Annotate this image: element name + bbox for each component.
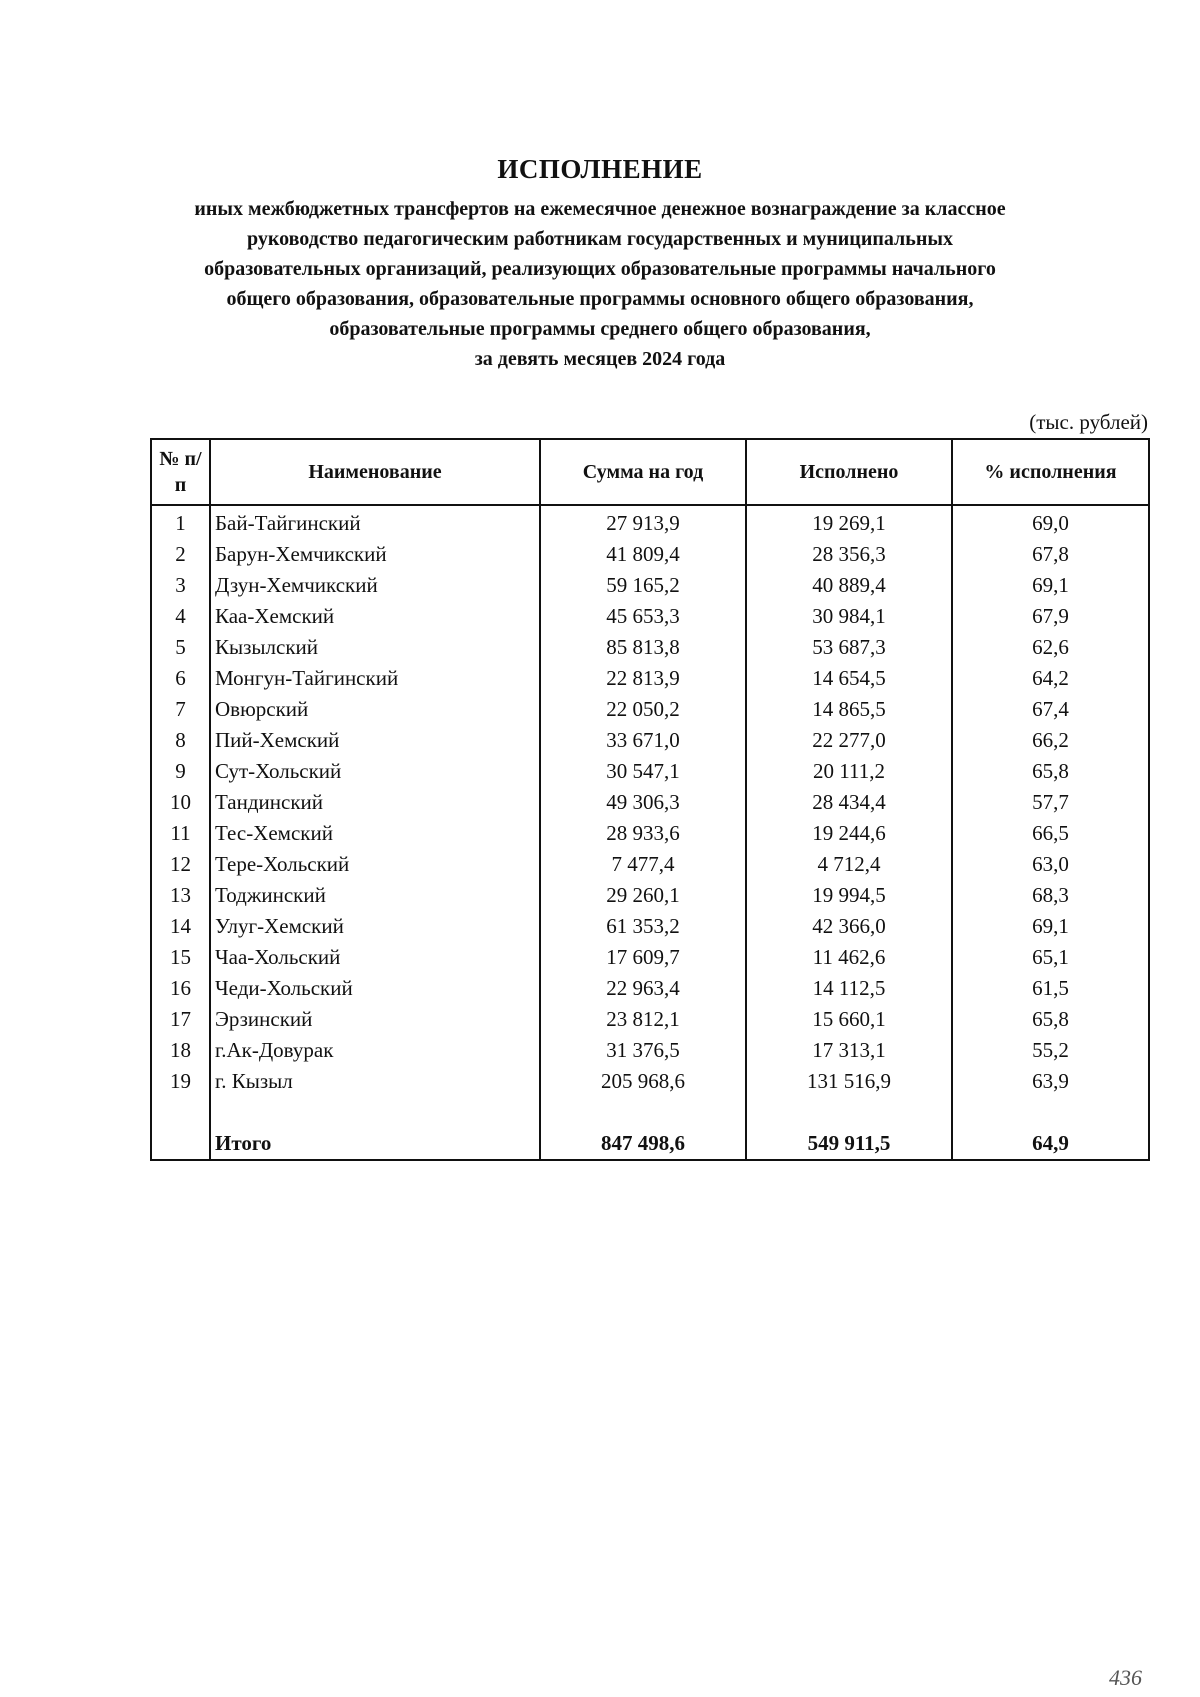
row-executed: 19 994,5 <box>746 880 952 911</box>
row-executed: 17 313,1 <box>746 1035 952 1066</box>
row-name: Сут-Хольский <box>210 756 540 787</box>
row-percent: 55,2 <box>952 1035 1149 1066</box>
row-plan: 17 609,7 <box>540 942 746 973</box>
row-num: 7 <box>151 694 210 725</box>
row-executed: 28 356,3 <box>746 539 952 570</box>
row-name: Чаа-Хольский <box>210 942 540 973</box>
row-name: Кызылский <box>210 632 540 663</box>
row-name: Бай-Тайгинский <box>210 505 540 539</box>
table-row <box>151 539 1149 570</box>
row-executed: 11 462,6 <box>746 942 952 973</box>
row-percent: 69,1 <box>952 570 1149 601</box>
table-row <box>151 787 1149 818</box>
table-row <box>151 632 1149 663</box>
row-plan: 49 306,3 <box>540 787 746 818</box>
row-num: 14 <box>151 911 210 942</box>
table-row <box>151 1004 1149 1035</box>
row-name: Тандинский <box>210 787 540 818</box>
subtitle-line: общего образования, образовательные программы основного общего образования, <box>226 288 974 310</box>
row-plan: 27 913,9 <box>540 505 746 539</box>
table-row <box>151 756 1149 787</box>
row-name: Барун-Хемчикский <box>210 539 540 570</box>
row-executed: 14 865,5 <box>746 694 952 725</box>
row-executed: 131 516,9 <box>746 1066 952 1097</box>
row-num: 9 <box>151 756 210 787</box>
row-name: Пий-Хемский <box>210 725 540 756</box>
row-num: 19 <box>151 1066 210 1097</box>
row-executed: 4 712,4 <box>746 849 952 880</box>
row-plan: 41 809,4 <box>540 539 746 570</box>
header-executed: Исполнено <box>746 439 952 505</box>
subtitle-line: образовательные программы среднего общего образования, <box>329 318 871 340</box>
header-num: № п/п <box>151 439 210 505</box>
row-percent: 65,8 <box>952 756 1149 787</box>
row-num: 4 <box>151 601 210 632</box>
row-percent: 65,1 <box>952 942 1149 973</box>
row-percent: 61,5 <box>952 973 1149 1004</box>
row-plan: 22 813,9 <box>540 663 746 694</box>
row-percent: 67,9 <box>952 601 1149 632</box>
row-num: 11 <box>151 818 210 849</box>
table-header-row <box>151 439 1149 505</box>
total-label: Итого <box>210 1128 540 1160</box>
row-plan: 22 963,4 <box>540 973 746 1004</box>
row-plan: 61 353,2 <box>540 911 746 942</box>
row-name: Улуг-Хемский <box>210 911 540 942</box>
row-num: 16 <box>151 973 210 1004</box>
row-percent: 63,0 <box>952 849 1149 880</box>
subtitle-line: за девять месяцев 2024 года <box>474 348 726 370</box>
header-percent: % исполнения <box>952 439 1149 505</box>
row-name: Тоджинский <box>210 880 540 911</box>
table-row <box>151 942 1149 973</box>
table-row <box>151 880 1149 911</box>
row-name: Дзун-Хемчикский <box>210 570 540 601</box>
row-executed: 14 112,5 <box>746 973 952 1004</box>
document-title: ИСПОЛНЕНИЕ <box>497 154 703 184</box>
row-num: 18 <box>151 1035 210 1066</box>
table-row <box>151 601 1149 632</box>
row-plan: 29 260,1 <box>540 880 746 911</box>
table-row <box>151 911 1149 942</box>
table-row <box>151 973 1149 1004</box>
row-percent: 57,7 <box>952 787 1149 818</box>
table-row <box>151 505 1149 539</box>
subtitle-line: образовательных организаций, реализующих образовательные программы начального <box>204 258 996 280</box>
row-num: 15 <box>151 942 210 973</box>
table-row <box>151 818 1149 849</box>
row-percent: 67,8 <box>952 539 1149 570</box>
row-plan: 23 812,1 <box>540 1004 746 1035</box>
table-row <box>151 849 1149 880</box>
row-percent: 68,3 <box>952 880 1149 911</box>
row-plan: 59 165,2 <box>540 570 746 601</box>
total-percent: 64,9 <box>952 1128 1149 1160</box>
row-num: 13 <box>151 880 210 911</box>
row-num: 5 <box>151 632 210 663</box>
row-name: Тере-Хольский <box>210 849 540 880</box>
row-num: 3 <box>151 570 210 601</box>
row-executed: 19 269,1 <box>746 505 952 539</box>
row-num: 6 <box>151 663 210 694</box>
row-plan: 31 376,5 <box>540 1035 746 1066</box>
header-plan: Сумма на год <box>540 439 746 505</box>
row-percent: 67,4 <box>952 694 1149 725</box>
table-row <box>151 725 1149 756</box>
row-num: 8 <box>151 725 210 756</box>
row-percent: 66,2 <box>952 725 1149 756</box>
row-executed: 28 434,4 <box>746 787 952 818</box>
row-name: Монгун-Тайгинский <box>210 663 540 694</box>
table-row <box>151 694 1149 725</box>
spacer-row <box>151 1097 1149 1128</box>
row-percent: 62,6 <box>952 632 1149 663</box>
row-executed: 30 984,1 <box>746 601 952 632</box>
row-percent: 69,1 <box>952 911 1149 942</box>
row-executed: 42 366,0 <box>746 911 952 942</box>
total-executed: 549 911,5 <box>746 1128 952 1160</box>
row-executed: 15 660,1 <box>746 1004 952 1035</box>
row-percent: 64,2 <box>952 663 1149 694</box>
row-name: Тес-Хемский <box>210 818 540 849</box>
row-name: Чеди-Хольский <box>210 973 540 1004</box>
row-num: 12 <box>151 849 210 880</box>
row-num: 1 <box>151 505 210 539</box>
row-num: 2 <box>151 539 210 570</box>
row-num: 17 <box>151 1004 210 1035</box>
row-plan: 85 813,8 <box>540 632 746 663</box>
subtitle-line: иных межбюджетных трансфертов на ежемесячное денежное вознаграждение за классное <box>194 198 1006 220</box>
row-percent: 65,8 <box>952 1004 1149 1035</box>
row-plan: 22 050,2 <box>540 694 746 725</box>
row-plan: 205 968,6 <box>540 1066 746 1097</box>
row-plan: 45 653,3 <box>540 601 746 632</box>
units-label: (тыс. рублей) <box>1029 410 1148 434</box>
row-executed: 53 687,3 <box>746 632 952 663</box>
row-executed: 22 277,0 <box>746 725 952 756</box>
row-plan: 7 477,4 <box>540 849 746 880</box>
row-name: Каа-Хемский <box>210 601 540 632</box>
row-percent: 66,5 <box>952 818 1149 849</box>
row-num: 10 <box>151 787 210 818</box>
page-number: 436 <box>1109 1665 1142 1690</box>
table-row <box>151 570 1149 601</box>
row-executed: 19 244,6 <box>746 818 952 849</box>
row-plan: 30 547,1 <box>540 756 746 787</box>
row-plan: 28 933,6 <box>540 818 746 849</box>
header-name: Наименование <box>210 439 540 505</box>
row-name: г.Ак-Довурак <box>210 1035 540 1066</box>
row-percent: 63,9 <box>952 1066 1149 1097</box>
row-percent: 69,0 <box>952 505 1149 539</box>
subtitle-line: руководство педагогическим работникам государственных и муниципальных <box>247 228 953 250</box>
table-row <box>151 1035 1149 1066</box>
row-name: Овюрский <box>210 694 540 725</box>
table-row <box>151 663 1149 694</box>
title-block <box>130 152 1070 374</box>
row-executed: 14 654,5 <box>746 663 952 694</box>
total-row <box>151 1128 1149 1160</box>
execution-table <box>150 438 1150 1161</box>
row-name: г. Кызыл <box>210 1066 540 1097</box>
row-executed: 40 889,4 <box>746 570 952 601</box>
row-executed: 20 111,2 <box>746 756 952 787</box>
row-plan: 33 671,0 <box>540 725 746 756</box>
row-name: Эрзинский <box>210 1004 540 1035</box>
table-row <box>151 1066 1149 1097</box>
total-plan: 847 498,6 <box>540 1128 746 1160</box>
